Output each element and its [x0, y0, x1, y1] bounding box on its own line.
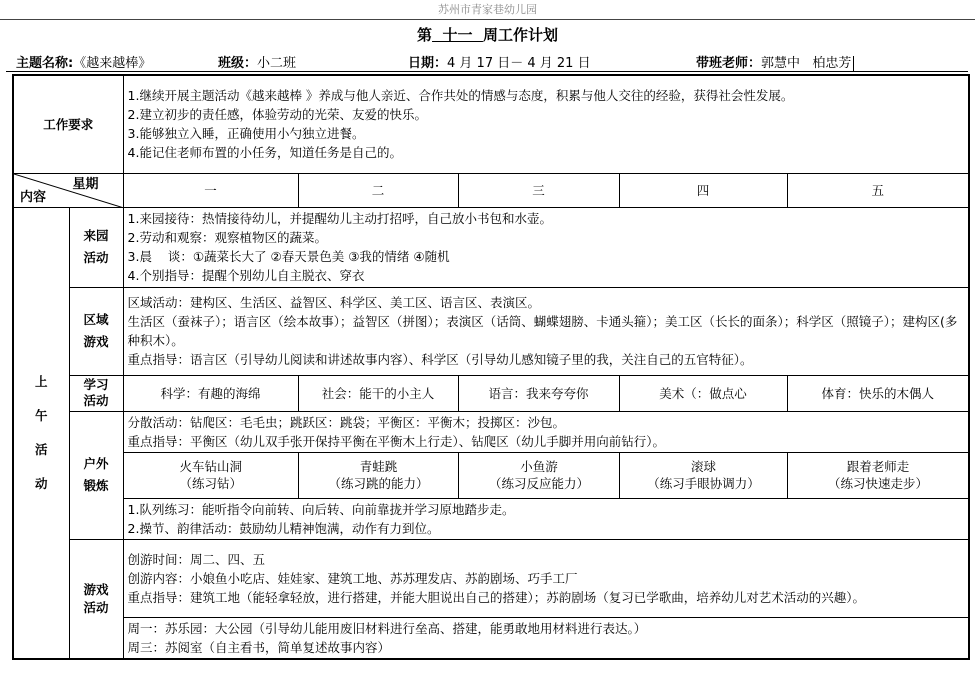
outdoor-inner-table — [124, 412, 969, 539]
game-line: 创游内容：小娘鱼小吃店、娃娃家、建筑工地、苏苏理发店、苏韵剧场、巧手工厂 — [127, 570, 578, 586]
game-label-line: 游戏 — [83, 581, 109, 597]
study-fri: 体育：快乐的木偶人 — [787, 375, 969, 411]
game-row — [13, 539, 969, 659]
game-extra-line: 周一：苏乐园：大公园（引导幼儿能用废旧材料进行垒高、搭建，能勇敢地用材料进行表达。） — [127, 621, 647, 636]
study-thu: 美术（：做点心 — [619, 375, 787, 411]
study-tue: 社会：能干的小主人 — [298, 375, 458, 411]
game-extra-line: 周三：苏阅室（自主看书，简单复述故事内容） — [127, 640, 391, 655]
outdoor-game-goal: （练习手眼协调力） — [647, 476, 760, 491]
school-header: 苏州市青家巷幼儿园 — [0, 1, 975, 20]
study-mon: 科学：有趣的海绵 — [123, 375, 298, 411]
outdoor-line: 2.操节、韵律活动：鼓励幼儿精神饱满，动作有力到位。 — [127, 520, 440, 536]
outdoor-line: 重点指导：平衡区（幼儿双手张开保持平衡在平衡木上行走）、钻爬区（幼儿手脚并用向前钻行）。 — [127, 433, 666, 449]
weekday-diagonal-header — [13, 173, 123, 207]
game-extra — [124, 618, 969, 659]
area-label-line: 游戏 — [83, 334, 109, 349]
study-label — [69, 375, 123, 411]
requirement-item: 4.能记住老师布置的小任务，知道任务是自己的。 — [127, 145, 402, 161]
study-wed: 语言：我来夸夸你 — [458, 375, 619, 411]
requirement-item: 2.建立初步的责任感，体验劳动的光荣、友爱的快乐。 — [127, 107, 427, 123]
weekday-header-bottom: 内容 — [20, 189, 47, 205]
date-value: 4 月 17 日－ 4 月 21 日 — [447, 56, 591, 71]
arrival-row — [13, 207, 969, 287]
arrival-label-line: 活动 — [83, 250, 109, 265]
area-content — [123, 287, 969, 375]
teacher-value[interactable]: 郭慧中 柏忠芳 — [761, 56, 852, 71]
game-label — [69, 539, 123, 659]
outdoor-game-name: 青蛙跳 — [359, 459, 398, 474]
arrival-line: 1.来园接待：热情接待幼儿，并提醒幼儿主动打招呼，自己放小书包和水壶。 — [127, 211, 552, 226]
requirements-row — [13, 75, 969, 173]
class-field — [218, 52, 296, 71]
weekly-plan-table — [12, 74, 970, 660]
outdoor-label-line: 锻炼 — [83, 478, 109, 493]
class-value: 小二班 — [257, 56, 297, 71]
outdoor-thu — [620, 452, 788, 498]
outdoor-top — [124, 412, 969, 453]
morning-label-char: 上 — [34, 373, 48, 389]
arrival-label-line: 来园 — [83, 228, 109, 243]
plan-title — [0, 24, 975, 45]
requirement-item: 1.继续开展主题活动《越来越棒 》养成与他人亲近、合作共处的情感与态度，积累与他人交往的经验，获得社会性发展。 — [127, 88, 794, 104]
requirements-label: 工作要求 — [13, 75, 123, 173]
outdoor-game-goal: （练习反应能力） — [489, 476, 590, 491]
morning-label-char: 动 — [34, 475, 48, 491]
area-line: 区域活动：建构区、生活区、益智区、科学区、美工区、语言区、表演区。 — [127, 295, 541, 310]
game-main — [124, 540, 969, 618]
study-label-line: 活动 — [83, 393, 109, 408]
title-prefix: 第 — [417, 26, 433, 44]
area-line: 重点指导：语言区（引导幼儿阅读和讲述故事内容）、科学区（引导幼儿感知镜子里的我，关注自己的五官特征）。 — [127, 352, 753, 367]
teacher-label: 带班老师： — [696, 56, 762, 71]
outdoor-line: 分散活动：钻爬区：毛毛虫；跳跃区：跳袋；平衡区：平衡木；投掷区：沙包。 — [127, 414, 566, 430]
date-label: 日期： — [408, 56, 448, 71]
game-content — [123, 539, 969, 659]
weekday-tue: 二 — [298, 173, 458, 207]
outdoor-game-goal: （练习跳的能力） — [328, 476, 429, 491]
outdoor-game-name: 火车钻山洞 — [179, 459, 243, 474]
game-line: 创游时间：周二、四、五 — [127, 551, 266, 567]
weekday-thu: 四 — [619, 173, 787, 207]
header-rule — [6, 71, 968, 72]
outdoor-game-goal: （练习钻） — [179, 476, 243, 491]
arrival-label — [69, 207, 123, 287]
area-line: 生活区（蚕袜子）；语言区（绘本故事）；益智区（拼图）；表演区（话筒、蝴蝶翅膀、卡通头箍）；美工区（长长的面条）；科学区（照镜子）；建构区(多种积木）。 — [127, 314, 958, 348]
outdoor-line: 1.队列练习：能听指令向前转、向后转、向前靠拢并学习原地踏步走。 — [127, 501, 515, 517]
theme-label: 主题名称: — [16, 56, 74, 71]
arrival-line: 2.劳动和观察：观察植物区的蔬菜。 — [127, 230, 327, 245]
teacher-field[interactable] — [696, 52, 854, 71]
title-week-number: 十一 — [432, 26, 483, 44]
weekday-header-top: 星期 — [72, 176, 99, 192]
arrival-line: 4.个别指导：提醒个别幼儿自主脱衣、穿衣 — [127, 268, 365, 283]
requirements-content — [123, 75, 969, 173]
study-label-line: 学习 — [83, 377, 109, 392]
outdoor-mon — [124, 452, 299, 498]
game-line: 重点指导：建筑工地（能轻拿轻放，进行搭建，并能大胆说出自己的搭建）；苏韵剧场（复习已学歌曲，培养幼儿对艺术活动的兴趣）。 — [127, 589, 866, 605]
weekday-row — [13, 173, 969, 207]
morning-label-char: 活 — [34, 441, 48, 457]
area-label-line: 区域 — [83, 312, 109, 327]
outdoor-wed — [459, 452, 620, 498]
game-inner-table — [124, 540, 969, 659]
requirement-item: 3.能够独立入睡，正确使用小勺独立进餐。 — [127, 126, 365, 142]
class-label: 班级： — [218, 56, 258, 71]
outdoor-fri — [788, 452, 969, 498]
arrival-content — [123, 207, 969, 287]
area-label — [69, 287, 123, 375]
theme-value: 《越来越棒》 — [73, 56, 152, 71]
game-label-line: 活动 — [83, 599, 109, 615]
weekday-wed: 三 — [458, 173, 619, 207]
outdoor-label — [69, 411, 123, 539]
morning-label-char: 午 — [34, 407, 48, 423]
outdoor-bottom — [124, 498, 969, 539]
outdoor-game-name: 跟着老师走 — [846, 459, 910, 474]
outdoor-game-name: 小鱼游 — [520, 459, 558, 474]
outdoor-row — [13, 411, 969, 539]
weekday-mon: 一 — [123, 173, 298, 207]
outdoor-game-name: 滚球 — [691, 459, 717, 474]
outdoor-tue — [299, 452, 459, 498]
outdoor-label-line: 户外 — [83, 456, 109, 471]
study-row — [13, 375, 969, 411]
outdoor-game-goal: （练习快速走步） — [828, 476, 929, 491]
theme-field — [16, 52, 151, 71]
arrival-line: 3.晨 谈：①蔬菜长大了 ②春天景色美 ③我的情绪 ④随机 — [127, 249, 450, 264]
area-row — [13, 287, 969, 375]
date-field — [408, 52, 591, 71]
outdoor-content — [123, 411, 969, 539]
text-cursor — [853, 56, 854, 71]
morning-activities-label — [13, 207, 69, 659]
weekday-fri: 五 — [787, 173, 969, 207]
title-suffix: 周工作计划 — [482, 26, 558, 44]
